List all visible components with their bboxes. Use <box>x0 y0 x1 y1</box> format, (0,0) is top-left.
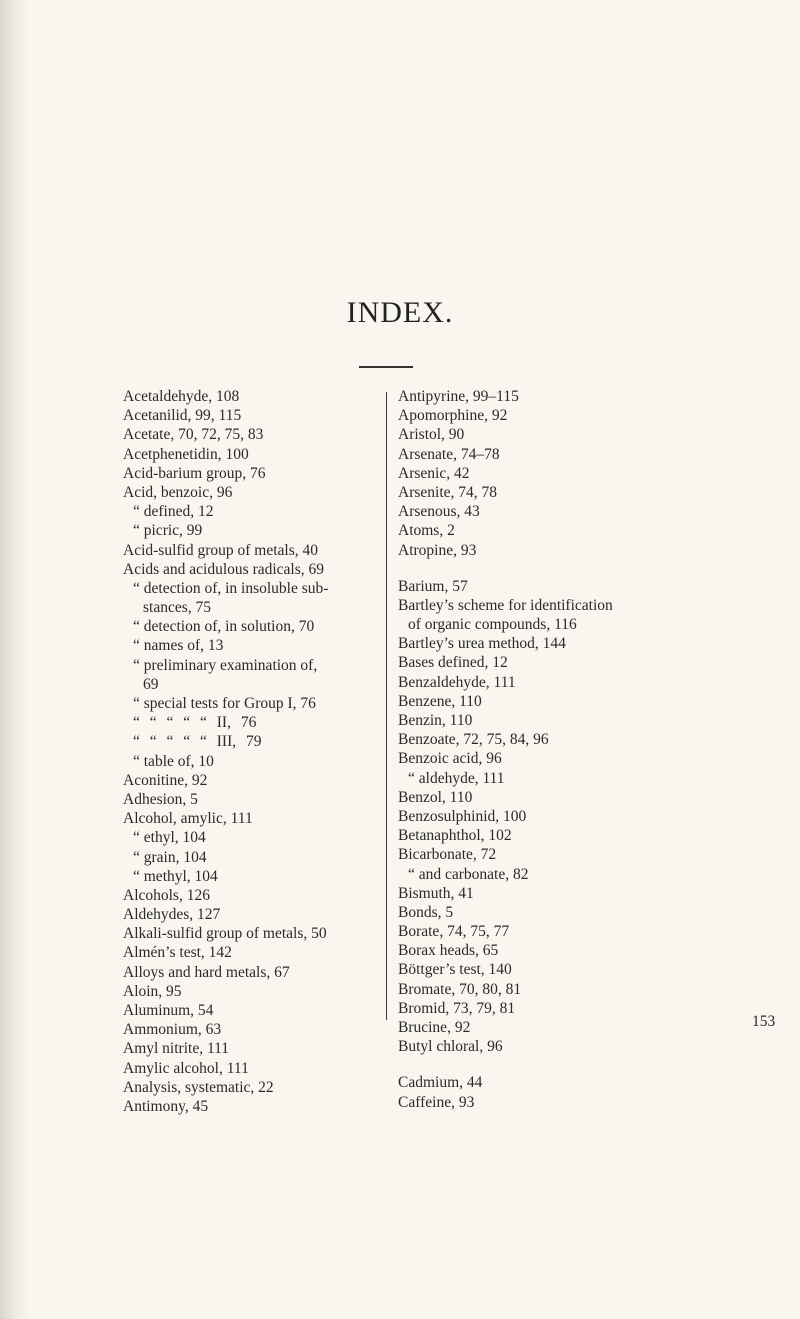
index-entry-text: Alloys and hard metals, 67 <box>123 963 290 981</box>
index-entry-text: Cadmium, 44 <box>398 1074 483 1092</box>
index-entry-text: “ defined, 12 <box>133 503 214 521</box>
index-entry-text: “ names of, 13 <box>133 637 224 655</box>
index-entry-text: Arsenite, 74, 78 <box>398 483 498 501</box>
index-entry-text: Acetphenetidin, 100 <box>123 445 249 463</box>
index-entry-text: Antimony, 45 <box>123 1097 209 1115</box>
title-rule <box>359 366 413 368</box>
index-entry-text: 69 <box>143 675 159 693</box>
index-entry <box>123 828 378 847</box>
index-entry-text: Atropine, 93 <box>398 541 477 559</box>
index-entry-text: Benzol, 110 <box>398 788 473 806</box>
index-entry <box>398 1018 798 1037</box>
index-entry <box>398 826 798 845</box>
index-entry-text: Atoms, 2 <box>398 522 455 540</box>
index-entry-text: “ and carbonate, 82 <box>408 865 529 883</box>
page-number: 153 <box>752 1013 776 1030</box>
index-entry <box>398 541 798 560</box>
index-entry <box>123 1078 378 1097</box>
index-entry-text: Acids and acidulous radicals, 69 <box>123 560 325 578</box>
index-entry <box>123 579 378 598</box>
index-entry-text: Arsenate, 74–78 <box>398 445 500 463</box>
index-column-right <box>398 387 798 1112</box>
index-entry <box>123 771 378 790</box>
index-entry <box>123 598 378 617</box>
index-entry <box>123 1039 378 1058</box>
index-entry-text: Aloin, 95 <box>123 982 182 1000</box>
index-entry <box>398 865 798 884</box>
index-entry-text: Borate, 74, 75, 77 <box>398 923 510 941</box>
index-entry-text: Bismuth, 41 <box>398 884 474 902</box>
index-entry-text: Bromate, 70, 80, 81 <box>398 980 522 998</box>
index-entry <box>398 1073 798 1092</box>
index-entry-text: Benzaldehyde, 111 <box>398 673 516 691</box>
index-entry <box>398 425 798 444</box>
index-entry-text: “ grain, 104 <box>133 848 207 866</box>
index-entry <box>123 387 378 406</box>
index-entry-text: Aldehydes, 127 <box>123 906 221 924</box>
index-entry <box>123 732 378 751</box>
index-entry-text: Amyl nitrite, 111 <box>123 1040 230 1058</box>
index-entry-text: Bromid, 73, 79, 81 <box>398 999 516 1017</box>
index-entry <box>398 596 798 615</box>
index-entry <box>123 943 378 962</box>
index-entry-text: Arsenic, 42 <box>398 464 470 482</box>
index-entry <box>123 963 378 982</box>
index-entry-text: “ table of, 10 <box>133 752 214 770</box>
index-entry-text: “ picric, 99 <box>133 522 203 540</box>
index-entry-text: “ “ “ “ “ III, 79 <box>133 733 262 751</box>
index-column-left <box>123 387 378 1116</box>
index-entry-text: Antipyrine, 99–115 <box>398 388 519 405</box>
index-entry <box>398 941 798 960</box>
index-entry <box>123 464 378 483</box>
index-entry-text: Bases defined, 12 <box>398 654 508 672</box>
index-entry-text: Bartley’s scheme for identification <box>398 596 613 614</box>
index-entry <box>123 502 378 521</box>
index-entry <box>123 982 378 1001</box>
index-entry-text: Benzene, 110 <box>398 692 482 710</box>
index-entry-text: Böttger’s test, 140 <box>398 961 512 979</box>
index-entry <box>123 617 378 636</box>
index-entry-text: “ “ “ “ “ II, 76 <box>133 714 257 732</box>
index-entry-text: Bicarbonate, 72 <box>398 846 497 864</box>
index-entry-text: Amylic alcohol, 111 <box>123 1059 249 1077</box>
index-entry-text: Acetaldehyde, 108 <box>123 388 240 405</box>
index-entry-text: Aconitine, 92 <box>123 771 208 789</box>
index-entry-text: Acid-sulfid group of metals, 40 <box>123 541 319 559</box>
index-entry-text: stances, 75 <box>143 599 212 617</box>
index-entry <box>123 521 378 540</box>
index-entry <box>123 848 378 867</box>
index-entry <box>398 980 798 999</box>
index-entry <box>123 905 378 924</box>
index-entry-text: Analysis, systematic, 22 <box>123 1078 274 1096</box>
index-entry-text: Ammonium, 63 <box>123 1021 222 1039</box>
index-entry <box>123 636 378 655</box>
index-entry-text: Arsenous, 43 <box>398 503 480 521</box>
index-entry <box>398 999 798 1018</box>
index-entry-text: Betanaphthol, 102 <box>398 827 512 845</box>
index-entry <box>123 886 378 905</box>
index-entry <box>398 807 798 826</box>
index-entry <box>398 406 798 425</box>
index-entry-text: Bartley’s urea method, 144 <box>398 635 566 653</box>
index-entry <box>398 577 798 596</box>
index-entry <box>123 656 378 675</box>
index-entry <box>123 675 378 694</box>
index-entry-text: “ methyl, 104 <box>133 867 218 885</box>
index-entry <box>123 713 378 732</box>
index-entry <box>398 634 798 653</box>
index-entry <box>123 541 378 560</box>
index-entry <box>398 673 798 692</box>
index-entry-text: “ preliminary examination of, <box>133 656 318 674</box>
index-entry-text: “ detection of, in insoluble sub- <box>133 579 329 597</box>
index-entry-text: Benzoic acid, 96 <box>398 750 502 768</box>
index-entry <box>123 867 378 886</box>
index-entry <box>398 1037 798 1056</box>
index-entry-text: Almén’s test, 142 <box>123 944 232 962</box>
index-entry <box>123 694 378 713</box>
index-entry-text: Brucine, 92 <box>398 1019 471 1036</box>
index-entry-text: Alcohols, 126 <box>123 886 210 904</box>
page-title: INDEX. <box>346 296 454 329</box>
index-entry <box>123 1059 378 1078</box>
index-entry <box>123 790 378 809</box>
index-entry-text: Alkali-sulfid group of metals, 50 <box>123 925 327 943</box>
page-edge-shadow <box>0 0 30 1319</box>
index-entry <box>398 845 798 864</box>
index-entry-text: “ special tests for Group I, 76 <box>133 695 316 712</box>
index-entry <box>123 1001 378 1020</box>
index-entry-text: Acetate, 70, 72, 75, 83 <box>123 426 264 444</box>
index-entry-text: Caffeine, 93 <box>398 1093 475 1111</box>
index-entry <box>398 749 798 768</box>
index-entry <box>398 711 798 730</box>
index-entry <box>123 425 378 444</box>
index-entry-text: Alcohol, amylic, 111 <box>123 810 253 828</box>
index-entry <box>123 483 378 502</box>
index-entry <box>123 406 378 425</box>
index-entry <box>398 692 798 711</box>
index-entry-text: Butyl chloral, 96 <box>398 1038 503 1056</box>
index-entry-text: Bonds, 5 <box>398 903 454 921</box>
index-entry <box>123 560 378 579</box>
index-entry-text: of organic compounds, 116 <box>408 616 577 634</box>
index-entry-text: Aluminum, 54 <box>123 1002 214 1019</box>
index-entry-text: “ aldehyde, 111 <box>408 769 505 787</box>
index-entry <box>398 1093 798 1112</box>
index-entry-text: Benzosulphinid, 100 <box>398 807 527 825</box>
index-entry <box>398 769 798 788</box>
index-entry <box>398 922 798 941</box>
index-entry <box>398 903 798 922</box>
index-entry <box>123 924 378 943</box>
index-entry <box>123 1020 378 1039</box>
column-divider <box>386 392 387 1020</box>
index-entry-text: Adhesion, 5 <box>123 790 198 808</box>
index-entry <box>123 1097 378 1116</box>
index-entry <box>398 884 798 903</box>
index-entry <box>398 730 798 749</box>
index-entry-text: Acid, benzoic, 96 <box>123 483 233 501</box>
index-entry-text: Apomorphine, 92 <box>398 407 508 425</box>
index-entry-text: Benzoate, 72, 75, 84, 96 <box>398 731 549 749</box>
index-entry-text: Borax heads, 65 <box>398 942 499 960</box>
index-entry <box>398 788 798 807</box>
index-entry <box>398 960 798 979</box>
index-entry <box>123 809 378 828</box>
index-entry-text: “ detection of, in solution, 70 <box>133 618 315 636</box>
index-entry <box>398 445 798 464</box>
index-entry-text: Barium, 57 <box>398 577 468 595</box>
index-entry <box>123 445 378 464</box>
index-entry-text: Acetanilid, 99, 115 <box>123 407 242 425</box>
index-entry-text: Acid-barium group, 76 <box>123 464 266 482</box>
index-entry-text: Benzin, 110 <box>398 712 473 729</box>
index-entry <box>398 521 798 540</box>
index-entry-text: “ ethyl, 104 <box>133 829 206 847</box>
index-entry <box>398 653 798 672</box>
index-entry <box>123 752 378 771</box>
index-entry <box>398 483 798 502</box>
index-entry <box>398 502 798 521</box>
index-entry <box>398 464 798 483</box>
index-entry <box>398 615 798 634</box>
index-entry <box>398 387 798 406</box>
index-entry-text: Aristol, 90 <box>398 426 465 444</box>
